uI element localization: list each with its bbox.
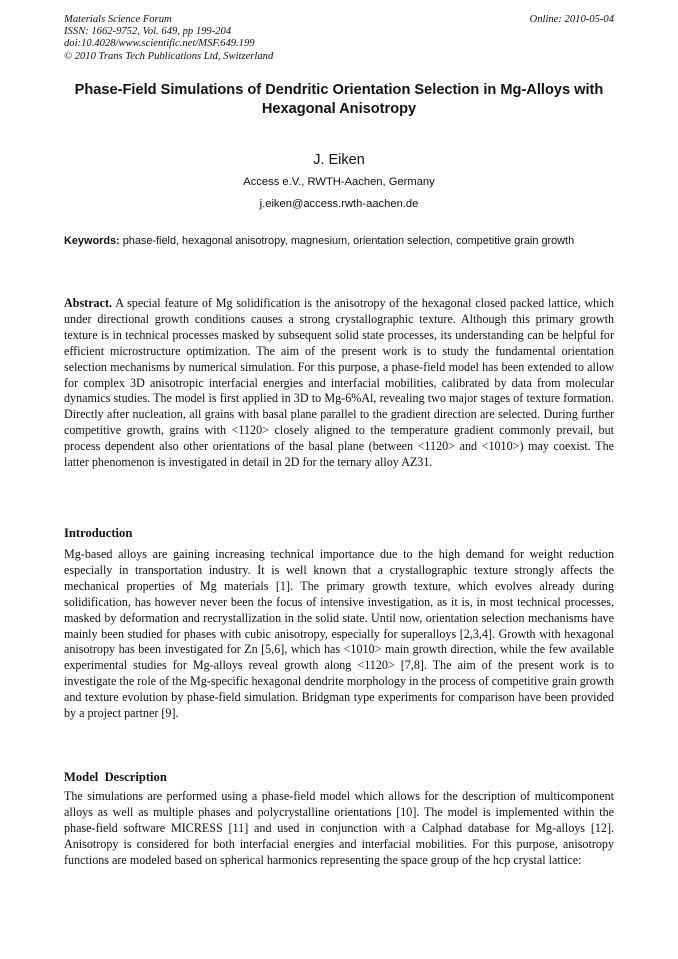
- model-description-heading: Model Description: [64, 770, 167, 784]
- journal-issn: ISSN: 1662-9752, Vol. 649, pp 199-204: [64, 26, 232, 38]
- author-email: j.eiken@access.rwth-aachen.de: [259, 198, 419, 210]
- model-description-text: The simulations are performed using a phase-field model which allows for the description of multicomponent alloys as well as multiple phases and polycrystalline orientations [10]. The model is implemented within the phase-field software MICRESS [11] and used in conjunction with a Calphad database for Mg-alloys [12]. Anisotropy is considered for both interfacial energies and interfacial mobilities. For this purpose, anisotropy functions are modeled based on spherical harmonics representing the space group of the hcp crystal lattice:: [64, 789, 614, 867]
- keywords-block: [64, 234, 614, 249]
- author-affiliation: Access e.V., RWTH-Aachen, Germany: [243, 176, 435, 188]
- introduction-text: Mg-based alloys are gaining increasing technical importance due to the high demand for weight reduction especially in transportation industry. It is well known that a crystallographic texture strongly affects the mechanical properties of Mg materials [1]. The primary growth texture, which evolves already during solidification, has however never been the focus of intensive investigation, as it is, in most technical processes, masked by deformation and recrystallization in the solid state. Until now, orientation selection mechanisms have mainly been studied for phases with cubic anisotropy, especially for superalloys [2,3,4]. Growth with hexagonal anisotropy has been investigated for Zn [5,6], which has <1010> main growth direction, while the few available experimental studies for Mg-alloys reveal growth along <1120> [7,8]. The aim of the present work is to investigate the role of the Mg-specific hexagonal dendrite morphology in the process of competitive grain growth and texture evolution by phase-field simulation. Bridgman type experiments for comparison have been provided by a project partner [9].: [64, 547, 614, 721]
- keywords-label: Keywords:: [64, 235, 120, 247]
- abstract-text: A special feature of Mg solidification is the anisotropy of the hexagonal closed packed lattice, which under directional growth conditions causes a strong crystallographic texture. Although this primary growth texture is in technical processes masked by subsequent solid state processes, its understanding can be helpful for efficient microstructure optimization. The aim of the present work is to study the fundamental orientation selection mechanisms by numerical simulation. For this purpose, a phase-field model has been extended to allow for complex 3D anisotropic interfacial energies and interfacial mobilities, calibrated by data from molecular dynamics studies. The model is first applied in 3D to Mg-6%Al, revealing two major stages of texture formation. Directly after nucleation, all grains with basal plane parallel to the gradient direction are selected. During further competitive growth, grains with <1120> closely aligned to the temperature gradient commonly prevail, but process dependent also other orientations of the basal plane (between <1120> and <1010>) may coexist. The latter phenomenon is investigated in detail in 2D for the ternary alloy AZ31.: [64, 296, 614, 470]
- journal-header: [64, 14, 273, 63]
- abstract-block: [64, 296, 614, 471]
- journal-doi: doi:10.4028/www.scientific.net/MSF.649.199: [64, 38, 255, 50]
- journal-name: Materials Science Forum: [64, 14, 172, 25]
- online-date: Online: 2010-05-04: [529, 14, 614, 25]
- keywords-list: phase-field, hexagonal anisotropy, magnesium, orientation selection, competitive grain growth: [122, 235, 575, 247]
- abstract-label: Abstract.: [64, 296, 113, 310]
- paper-title: Phase-Field Simulations of Dendritic Orientation Selection in Mg-Alloys with Hexagonal Anisotropy: [74, 82, 604, 117]
- introduction-heading: Introduction: [64, 526, 133, 540]
- journal-copyright: © 2010 Trans Tech Publications Ltd, Switzerland: [64, 50, 274, 62]
- author-name: J. Eiken: [313, 152, 365, 168]
